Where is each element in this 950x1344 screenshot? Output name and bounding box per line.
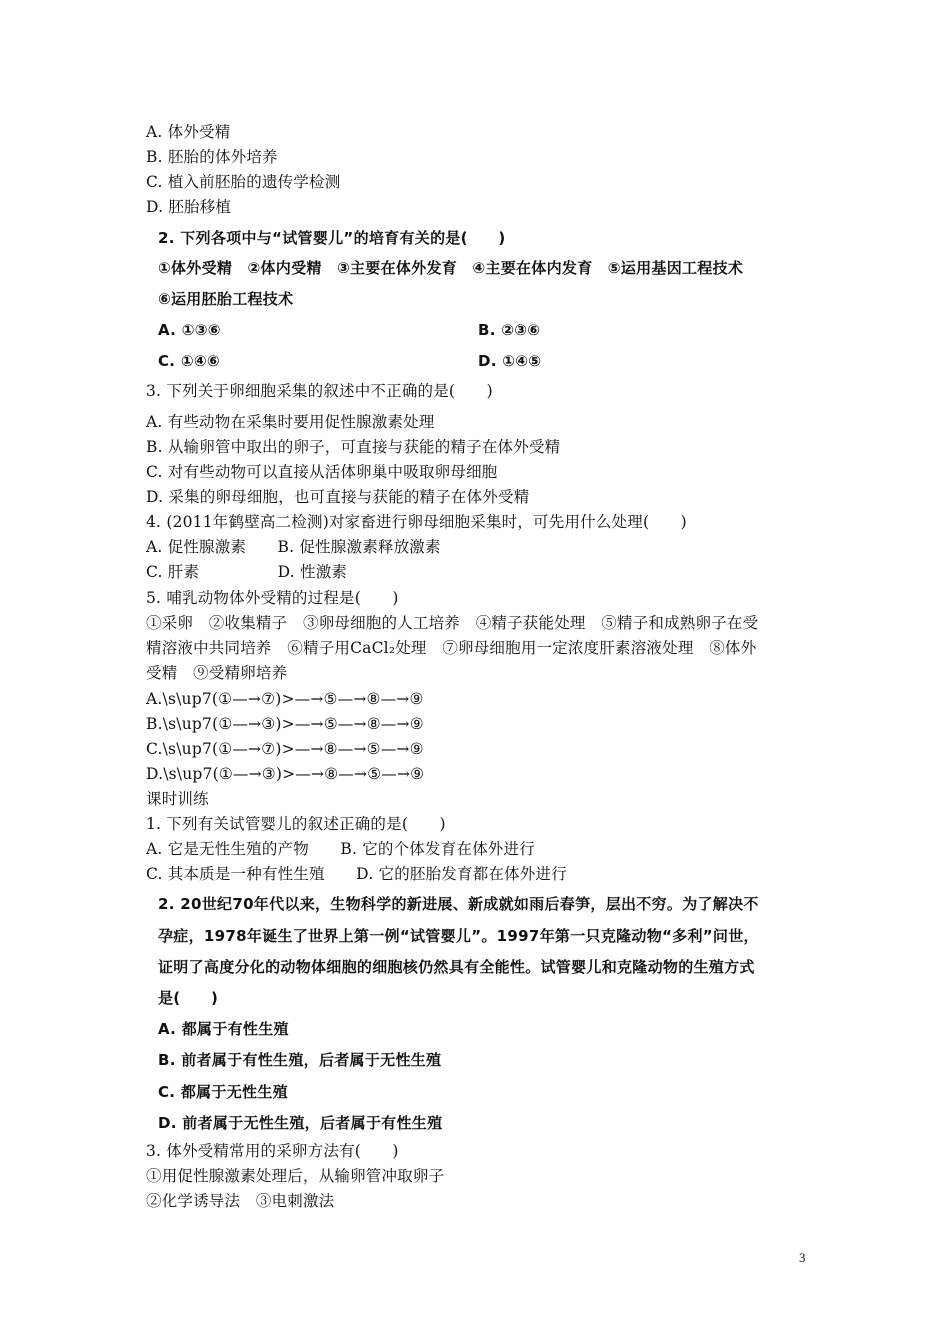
option-line: D. 前者属于无性生殖，后者属于有性生殖 <box>158 1114 443 1132</box>
option-line: ①用促性腺激素处理后，从输卵管冲取卵子 <box>146 1167 445 1185</box>
question-line: 5. 哺乳动物体外受精的过程是( ) <box>146 589 399 607</box>
option-line: C. 植入前胚胎的遗传学检测 <box>146 173 341 191</box>
option-line: B. 前者属于有性生殖，后者属于无性生殖 <box>158 1051 442 1069</box>
option-line: C. 其本质是一种有性生殖 D. 它的胚胎发育都在体外进行 <box>146 865 567 883</box>
option-line: A. 体外受精 <box>146 123 231 141</box>
option-line: C. 都属于无性生殖 <box>158 1083 288 1101</box>
option-line: A.\s\up7(①—→⑦)>—→⑤—→⑧—→⑨ <box>146 690 424 708</box>
page-number: 3 <box>799 1250 806 1265</box>
option-line: C. ①④⑥ <box>158 352 220 370</box>
option-line: A. 都属于有性生殖 <box>158 1020 289 1038</box>
question-line: 2. 下列各项中与“试管婴儿”的培育有关的是( ) <box>158 229 506 247</box>
question-line: 3. 下列关于卵细胞采集的叙述中不正确的是( ) <box>146 382 493 400</box>
question-line: 2. 20世纪70年代以来，生物科学的新进展、新成就如雨后春笋，层出不穷。为了解决不 <box>158 895 759 913</box>
option-line: B. 从输卵管中取出的卵子，可直接与获能的精子在体外受精 <box>146 438 561 456</box>
question-line: ①体外受精 ②体内受精 ③主要在体外发育 ④主要在体内发育 ⑤运用基因工程技术 <box>158 259 744 277</box>
option-line: A. 它是无性生殖的产物 B. 它的个体发育在体外进行 <box>146 840 535 858</box>
question-line: ①采卵 ②收集精子 ③卵母细胞的人工培养 ④精子获能处理 ⑤精子和成熟卵子在受 <box>146 614 759 632</box>
option-line: A. 促性腺激素 B. 促性腺激素释放激素 <box>146 538 441 556</box>
option-line: C. 对有些动物可以直接从活体卵巢中吸取卵母细胞 <box>146 463 498 481</box>
question-line: 受精 ⑨受精卵培养 <box>146 664 288 682</box>
option-line: C. 肝素 D. 性激素 <box>146 563 348 581</box>
option-line: B. 胚胎的体外培养 <box>146 148 278 166</box>
option-line: D. 胚胎移植 <box>146 198 232 216</box>
option-line: D. 采集的卵母细胞，也可直接与获能的精子在体外受精 <box>146 488 530 506</box>
option-line: D.\s\up7(①—→③)>—→⑧—→⑤—→⑨ <box>146 765 425 783</box>
question-line: 3. 体外受精常用的采卵方法有( ) <box>146 1142 399 1160</box>
question-line: 是( ) <box>158 989 219 1007</box>
question-line: 孕症，1978年诞生了世界上第一例“试管婴儿”。1997年第一只克隆动物“多利”问世， <box>158 927 759 945</box>
question-line: ⑥运用胚胎工程技术 <box>158 290 294 308</box>
option-line: C.\s\up7(①—→⑦)>—→⑧—→⑤—→⑨ <box>146 740 424 758</box>
section-heading: 课时训练 <box>146 790 209 808</box>
option-line: A. ①③⑥ <box>158 321 221 339</box>
question-line: 1. 下列有关试管婴儿的叙述正确的是( ) <box>146 815 446 833</box>
option-line: ②化学诱导法 ③电刺激法 <box>146 1192 335 1210</box>
option-line: A. 有些动物在采集时要用促性腺激素处理 <box>146 413 435 431</box>
option-line: D. ①④⑤ <box>478 352 542 370</box>
question-line: 证明了高度分化的动物体细胞的细胞核仍然具有全能性。试管婴儿和克隆动物的生殖方式 <box>158 958 755 976</box>
option-line: B. ②③⑥ <box>478 321 541 339</box>
question-line: 4. (2011年鹤壁高二检测)对家畜进行卵母细胞采集时，可先用什么处理( ) <box>146 513 687 531</box>
question-line: 精溶液中共同培养 ⑥精子用CaCl₂处理 ⑦卵母细胞用一定浓度肝素溶液处理 ⑧体外 <box>146 639 757 657</box>
option-line: B.\s\up7(①—→③)>—→⑤—→⑧—→⑨ <box>146 715 424 733</box>
